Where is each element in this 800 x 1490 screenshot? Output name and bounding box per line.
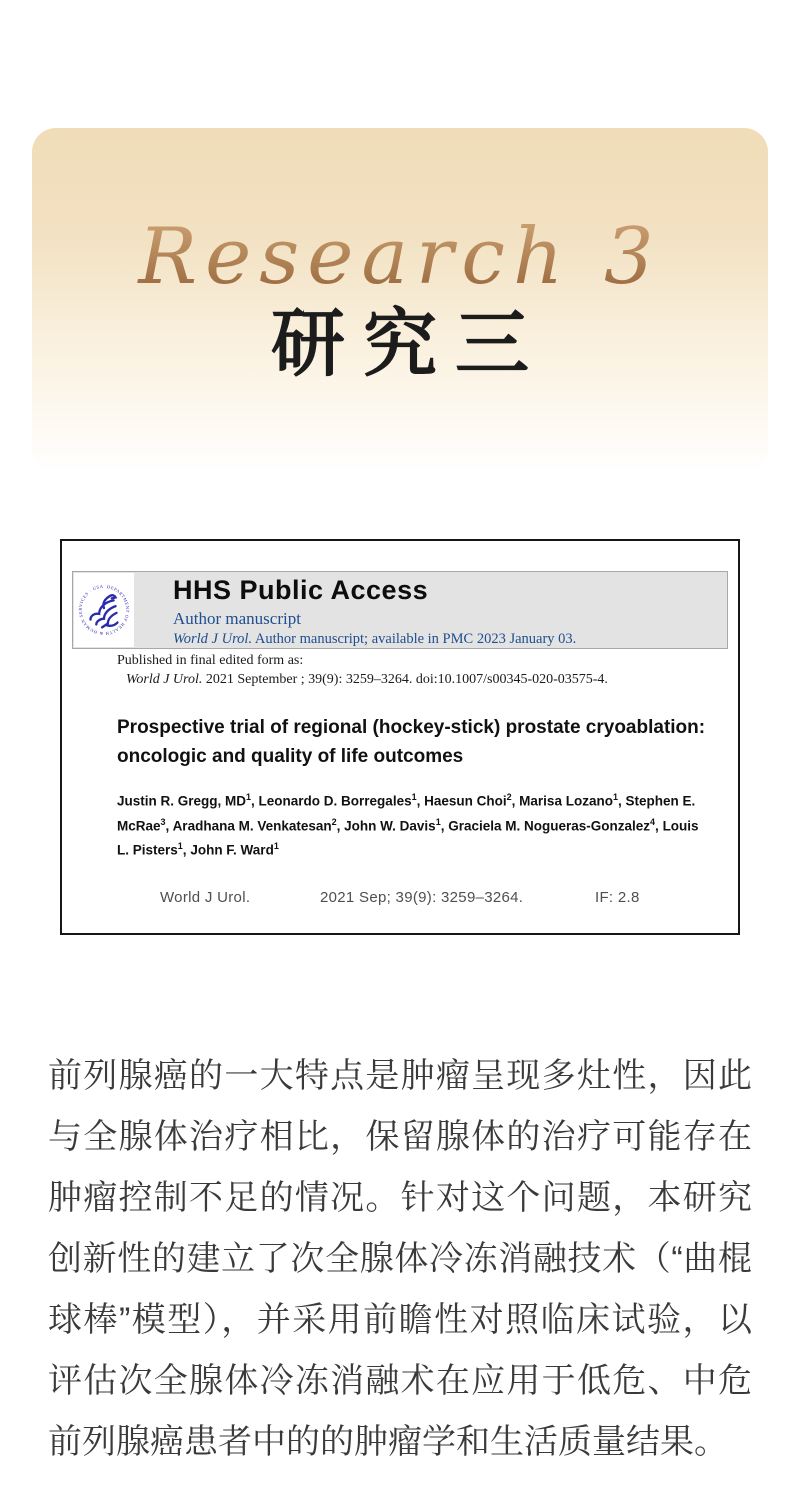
author-name: Haesun Choi (424, 793, 507, 809)
author-affiliation-sup: 1 (246, 792, 252, 802)
paper-author-list: Justin R. Gregg, $MD^1$, Leonardo D. Borregales$^1$, Haesun Choi$^2$, Marisa Lozano$^1$, Stephen E. McRae$^3$, Aradhana M. Venkatesan$^2$, John W. Davis$^1$, Graciela M. Nogueras-Gonzalez$^4$, Louis L. Pisters$^1$, John F. Ward$^1$ (117, 792, 699, 858)
published-journal-name: World J Urol. (126, 672, 203, 687)
author-name: Louis L. Pisters (117, 818, 699, 858)
author-affiliation-sup: 1 (435, 816, 441, 827)
published-in-label: Published in final edited form as: (117, 653, 304, 668)
author-affiliation-sup: 2 (506, 792, 512, 802)
section-title-english: Research 3 (32, 214, 768, 300)
pmc-header-text (173, 575, 576, 648)
paper-card (60, 539, 740, 935)
section-title-chinese: 研究三 (271, 301, 547, 387)
pmc-availability-line (173, 631, 576, 648)
author-name: Marisa Lozano (519, 793, 613, 809)
pmc-header-banner (72, 571, 728, 649)
author-name: Stephen E. McRae (117, 793, 696, 833)
footer-journal: World J Urol. (160, 889, 251, 906)
author-affiliation-sup: 1 (177, 841, 183, 851)
footer-impact-factor: IF: 2.8 (595, 889, 640, 906)
author-affiliation-sup: 1 (273, 841, 279, 851)
hhs-logo-box (74, 573, 134, 647)
published-citation (126, 672, 608, 688)
author-affiliation-sup: 1 (612, 792, 618, 802)
hhs-eagle-icon (77, 583, 131, 637)
summary-paragraph: 前列腺癌的一大特点是肿瘤呈现多灶性，因此与全腺体治疗相比，保留腺体的治疗可能存在肿瘤控制不足的情况。针对这个问题，本研究创新性的建立了次全腺体冷冻消融技术（“曲棍球棒”模型），并采用前瞻性对照临床试验，以评估次全腺体冷冻消融术在应用于低危、中危前列腺癌患者中的的肿瘤学和生活质量结果。 (48, 1057, 752, 1461)
published-citation-rest: 2021 September ; 39(9): 3259–3264. doi:10.1007/s00345-020-03575-4. (202, 672, 608, 687)
pmc-availability-rest: Author manuscript; available in PMC 2023 January 03. (252, 631, 577, 647)
paper-title: Prospective trial of regional (hockey-stick) prostate cryoablation: oncologic and quality of life outcomes (117, 717, 706, 767)
pmc-title: HHS Public Access (173, 575, 429, 605)
author-name: Leonardo D. Borregales (258, 793, 412, 809)
author-name: John W. Davis (344, 818, 436, 833)
pmc-subtitle: Author manuscript (173, 609, 301, 628)
author-name: Justin R. Gregg, MD (117, 793, 247, 809)
author-affiliation-sup: 1 (411, 792, 417, 802)
author-affiliation-sup: 4 (650, 816, 656, 827)
paper-footer-row (62, 889, 738, 913)
author-name: John F. Ward (190, 842, 274, 858)
author-affiliation-sup: 3 (160, 816, 166, 827)
author-name: Graciela M. Nogueras-Gonzalez (448, 818, 651, 833)
author-affiliation-sup: 2 (331, 816, 337, 827)
svg-text:DEPARTMENT OF HEALTH & HUMAN S: DEPARTMENT OF HEALTH & HUMAN SERVICES · USA (77, 583, 131, 637)
hero-gradient-panel (32, 128, 768, 473)
pmc-availability-journal: World J Urol. (173, 631, 253, 647)
footer-citation: 2021 Sep; 39(9): 3259–3264. (320, 889, 524, 906)
author-name: Aradhana M. Venkatesan (172, 818, 332, 833)
